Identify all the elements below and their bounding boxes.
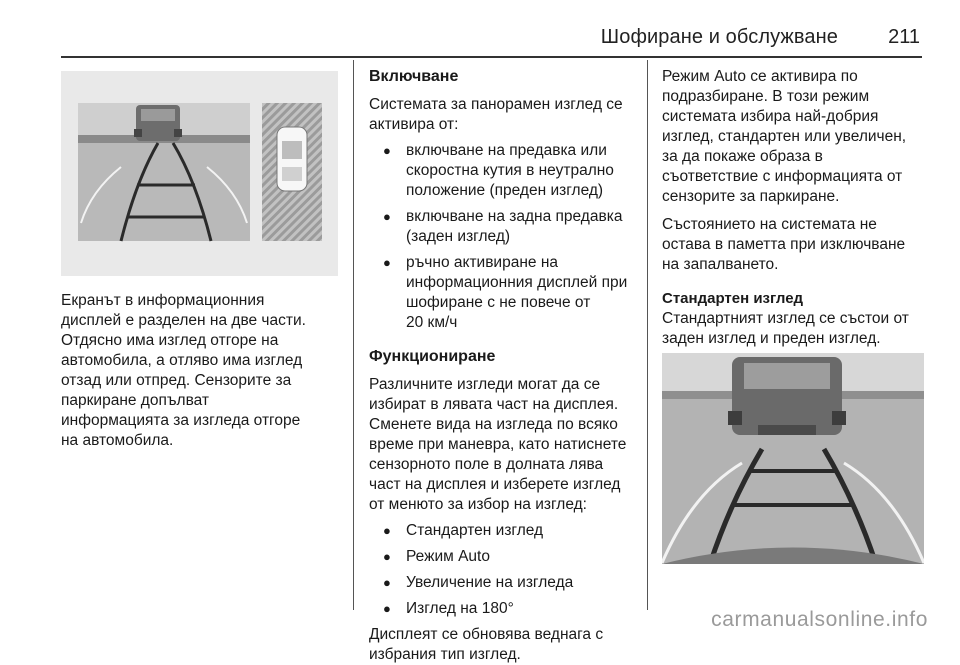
header-divider	[61, 56, 922, 58]
right-column-text	[662, 67, 930, 377]
left-column-text	[61, 291, 346, 451]
rear-view-svg	[662, 353, 924, 564]
column-divider-left	[353, 60, 354, 610]
view-options-list	[369, 521, 644, 619]
view-option: ● Режим Auto	[369, 547, 644, 567]
view-option: ● Изглед на 180°	[369, 599, 644, 619]
activation-item: ● включване на задна предавка (заден изглед)	[369, 207, 644, 247]
page-number: 211	[888, 26, 920, 48]
standard-view-heading: Стандартен изглед	[662, 290, 804, 307]
auto-mode-text: Режим Auto се активира по подразбиране. В този режим системата избира най-добрия изглед, стандартен или увеличен, за да покаже образа в съответствие с информацията от сензорите за паркиране.	[662, 68, 907, 205]
view-option: ● Увеличение на изгледа	[369, 573, 644, 593]
rear-view-illustration	[662, 353, 924, 564]
activation-item: ● ръчно активиране на информационния дисплей при шофиране с не повече от 20 км/ч	[369, 253, 644, 333]
split-screen-svg	[61, 71, 338, 276]
watermark: carmanualsonline.info	[711, 608, 928, 631]
activation-heading: Включване	[369, 68, 459, 85]
column-divider-right	[647, 60, 648, 610]
chapter-title: Шофиране и обслужване	[600, 26, 838, 48]
standard-view-text: Стандартният изглед се състои от заден изглед и преден изглед.	[662, 310, 909, 347]
display-caption: Екранът в информационния дисплей е разделен на две части. Отдясно има изглед отгоре на автомобила, а отляво има изглед отзад или отпред. Сензорите за паркиране допълват информацията за изгледа отгоре на автомобила.	[61, 292, 306, 449]
closing-text: Дисплеят се обновява веднага с избрания тип изглед.	[369, 626, 604, 663]
activation-item: ● включване на предавка или скоростна кутия в неутрално положение (преден изглед)	[369, 141, 644, 201]
activation-list	[369, 141, 644, 333]
function-text: Различните изгледи могат да се избират в лявата част на дисплея. Сменете вида на изгледа по всяко време при маневра, като натиснете сензорното поле в долната лява част на дисплея и изберете изглед от менюто за избор на изглед:	[369, 376, 627, 513]
view-option: ● Стандартен изглед	[369, 521, 644, 541]
activation-intro: Системата за панорамен изглед се активира от:	[369, 96, 623, 133]
split-screen-illustration	[61, 71, 338, 276]
middle-column-text	[369, 67, 644, 665]
function-heading: Функциониране	[369, 348, 496, 365]
memory-text: Състоянието на системата не остава в паметта при изключване на запалването.	[662, 216, 906, 273]
